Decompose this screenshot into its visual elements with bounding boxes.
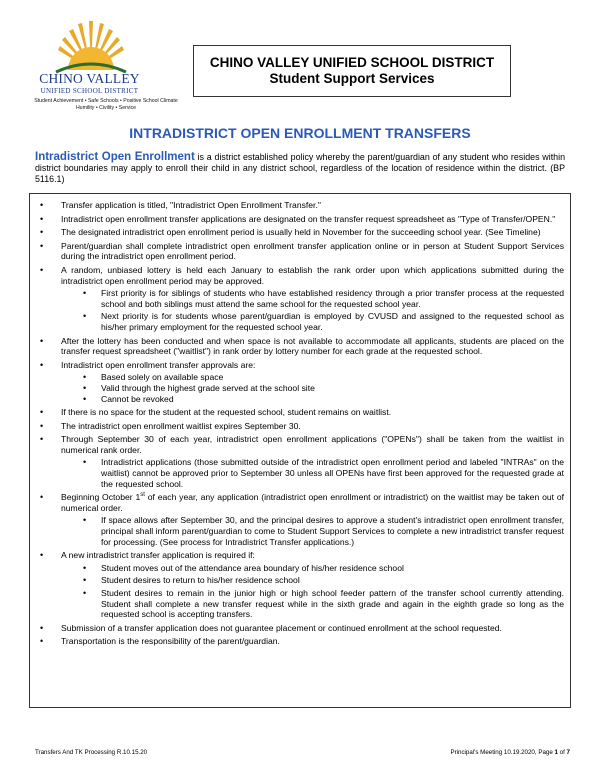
rule-item [36,336,564,357]
sub-item: • Student moves out of the attendance area boundary of his/her residence school [61,563,564,574]
footer-meeting: Principal's Meeting 10.19.2020, Page [450,749,555,756]
footer-page-info [450,749,570,756]
page-number: 1 [554,749,558,756]
rule-item [36,550,564,620]
ordinal-suffix: st [140,492,145,499]
rule-text: Intradistrict open enrollment transfer approvals are: [61,359,256,370]
approval-list [61,372,564,404]
rule-item [36,360,564,404]
document-title: INTRADISTRICT OPEN ENROLLMENT TRANSFERS [129,125,471,141]
rules-list [36,200,564,647]
tagline-line-1: Student Achievement • Safe Schools • Positive School Climate [34,98,178,104]
rule-item [36,227,564,238]
rules-box [29,193,571,708]
department-name: Student Support Services [269,71,435,86]
sub-item: • Student desires to return to his/her residence school [61,575,564,586]
rule-item [36,492,564,547]
rule-item [36,421,564,432]
rule-text: A random, unbiased lottery is held each January to establish the rank order upon which applications submitted during the intradistrict open enrollment period may be approved. [61,264,564,286]
october-list [61,515,564,547]
rule-text: Beginning October 1 [61,492,141,503]
september-list [61,457,564,489]
sub-item: • Student desires to remain in the junior high or high school feeder pattern of the transfer school currently attending. Student shall complete a new transfer request while in the sixth grade and again in the eighth grade so long as the requested school is accepting transfers. [61,588,564,620]
rule-item [36,434,564,489]
sub-item: • Cannot be revoked [61,394,564,405]
sub-item: • First priority is for siblings of students who have established residency through a prior transfer process at the requested school and both siblings must attend the same school for the requested school year. [61,288,564,309]
footer-doc-id: Transfers And TK Processing R.10.15.20 [35,749,148,756]
intro-lead: Intradistrict Open Enrollment [35,151,195,163]
rule-item [36,407,564,418]
logo-name: CHINO VALLEY [39,71,140,86]
rule-text: Transportation is the responsibility of the parent/guardian. [61,636,280,647]
footer-of: of [557,749,567,756]
rule-item [36,241,564,262]
sub-item: • If space allows after September 30, and the principal desires to approve a student's intradistrict open enrollment transfer, principal shall inform parent/guardian to come to Student Support Services to complete a new intradistrict transfer request for processing. (See process for Intradistrict Transfer applications.) [61,515,564,547]
rule-text: Through September 30 of each year, intradistrict open enrollment applications ("OPENs") shall be taken from the waitlist in numerical rank order. [61,434,564,455]
sub-item: • Valid through the highest grade served at the school site [61,383,564,394]
new-application-list [61,563,564,620]
rule-item [36,265,564,333]
rule-text-rest: of each year, any application (intradistrict open enrollment or intradistrict) on the waitlist may be taken out of numerical order. [61,492,564,513]
rule-text: The designated intradistrict open enrollment period is usually held in November for the succeeding school year. (See Timeline) [61,227,541,238]
sunrise-logo-icon [48,20,134,74]
logo-tagline [26,98,186,112]
rule-text: The intradistrict open enrollment waitlist expires September 30. [61,420,301,431]
rule-text: Submission of a transfer application does not guarantee placement or continued enrollment at the school requested. [61,622,502,633]
rule-text: After the lottery has been conducted and when space is not available to accommodate all applicants, students are placed on the transfer request spreadsheet ("waitlist") in rank order by lottery number for each grade at the requested school. [61,335,564,357]
rule-text: Parent/guardian shall complete intradistrict open enrollment transfer application online or in person at Student Support Services during the intradistrict open enrollment period. [61,240,564,262]
header-box [193,45,511,97]
district-name: CHINO VALLEY UNIFIED SCHOOL DISTRICT [209,55,495,70]
sub-item: • Intradistrict applications (those submitted outside of the intradistrict open enrollment period and labeled "INTRAs" on the waitlist) cannot be approved prior to September 30 unless all OPENs have first been approved for the requested grade at the requested school. [61,457,564,489]
rule-item [36,200,564,211]
lottery-priority-list [61,288,564,332]
logo-subname: UNIFIED SCHOOL DISTRICT [40,87,139,95]
rule-text: Intradistrict open enrollment transfer applications are designated on the transfer request spreadsheet as "Type of Transfer/OPEN." [61,213,556,224]
intro-body: is a district established policy whereby the parent/guardian of any student who resides within district boundaries may apply to enroll their child in any district school, regardless of the location of residence within the district. (BP 5116.1) [35,152,565,184]
intro-paragraph [35,152,565,184]
rule-item [36,623,564,634]
page-total: 7 [566,749,570,756]
rule-text: A new intradistrict transfer application is required if: [61,550,255,561]
sub-item: • Next priority is for students whose parent/guardian is employed by CVUSD and assigned to the requested school as his/her primary employment for the requested school year. [61,311,564,332]
rule-item [36,214,564,225]
tagline-line-2: Humility • Civility • Service [75,105,137,111]
rule-text: If there is no space for the student at the requested school, student remains on waitlist. [61,407,392,418]
rule-item [36,636,564,647]
rule-text: Transfer application is titled, "Intradistrict Open Enrollment Transfer." [61,200,321,210]
sub-item: • Based solely on available space [61,372,564,383]
